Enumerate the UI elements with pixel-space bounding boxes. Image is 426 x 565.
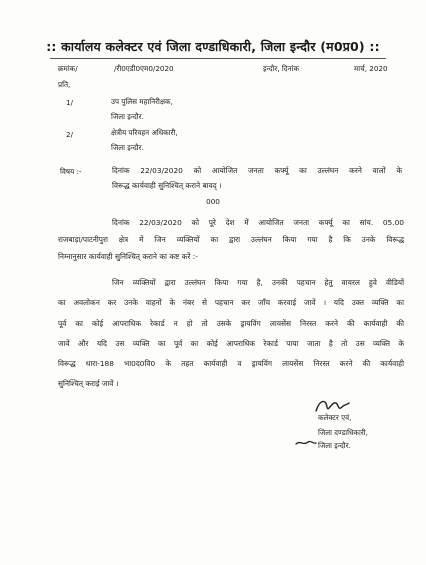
recipient-1-location: जिला इन्दौर. <box>111 112 144 121</box>
signature-magistrate: जिला दण्डाधिकारी, <box>318 428 368 437</box>
recipient-1-number: 1/ <box>66 98 73 107</box>
subject-label: विषय :- <box>60 167 82 176</box>
recipient-2-number: 2/ <box>66 130 73 139</box>
pen-stroke-mark <box>294 438 318 448</box>
para2-line-6: सुनिश्चित् कराई जावें । <box>58 379 119 388</box>
para2-line-5: विरूद्ध धारा-188 भा0द0वि0 के तहत कार्यवाही व ड्रायविंग लायसेंस निरस्त करने की कार्यवाही <box>58 359 404 368</box>
signature-district: जिला इन्दौर. <box>318 441 351 450</box>
header-rule <box>50 58 386 59</box>
subject-line-2: विरूद्ध कार्यवाही सुनिश्चित् कराने बावद् । <box>112 181 222 190</box>
signature-designation: कलेक्टर एवं, <box>318 413 352 422</box>
recipient-2-location: जिला इन्दौर. <box>111 143 144 152</box>
para2-line-3: पूर्व का कोई आपराधिक रेकार्ड न हो तो उसके ड्रायविंग लायसेंस निरस्त करने की कार्यवाही की <box>58 319 404 328</box>
section-divider: 000 <box>206 197 220 206</box>
recipient-1-title: उप पुलिस महानिरीक्षक, <box>111 97 173 106</box>
para1-line-1: दिनांक 22/03/2020 को पूरे देश में आयोजित जनता कर्फ्यू का सांय. 05.00 <box>112 218 404 227</box>
to-prefix: प्रति, <box>58 80 71 89</box>
reference-label: क्रमांक/ <box>58 64 78 73</box>
month-year: मार्च, 2020 <box>354 64 388 73</box>
subject-line-1: दिनांक 22/03/2020 को आयोजित जनता कर्फ्यू का उल्लंघन करने वालों के <box>112 166 402 175</box>
reference-number: /री0एडी0एम0/2020 <box>114 64 174 73</box>
para2-line-4: जावें और यदि उस व्यक्ति का पूर्व का कोई आपराधिक रेकार्ड पाया जाता है तो उस व्यक्ति के <box>58 339 404 348</box>
para1-line-2: राजबाड़ा/पाटनीपुरा क्षेत्र में जिन व्यक्तियों का द्वारा उल्लंघन किया गया है कि उनके विरूद्ध <box>58 235 404 244</box>
para2-line-2: का अवलोकन कर उनके वाहनों के नंबर से पहचान कर जाँच करवाई जावें । यदि उक्त व्यक्ति का <box>58 298 404 307</box>
para1-line-3: निम्नानुसार कार्यवाही सुनिश्चित् कराने का कष्ट करें :- <box>58 252 198 261</box>
place-date: इन्दौर, दिनांक <box>263 64 299 73</box>
recipient-2-title: क्षेत्रीय परिवहन अधिकारी, <box>111 128 178 137</box>
para2-line-1: जिन व्यक्तियों द्वारा उल्लंघन किया गया है, उनकी पहचान हेतु वायरल हुवे वीडियों <box>112 278 404 287</box>
office-header-title: :: कार्यालय कलेक्टर एवं जिला दण्डाधिकारी, जिला इन्दौर (म0प्र0) :: <box>46 39 380 54</box>
